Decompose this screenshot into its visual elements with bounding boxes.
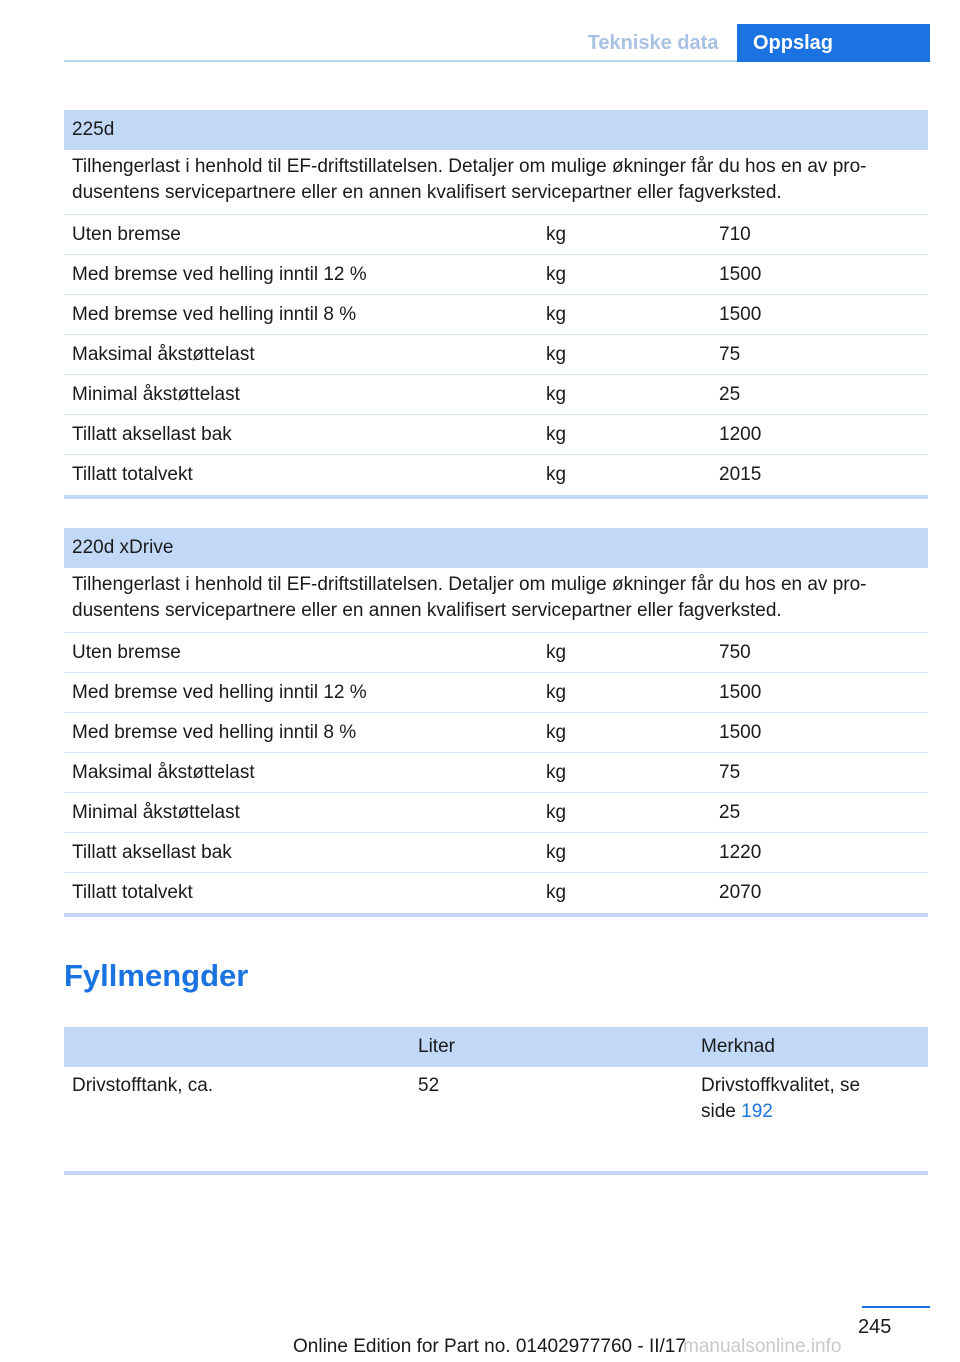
row-unit: kg	[546, 882, 567, 903]
table-bottom-rule	[64, 1171, 928, 1175]
row-value: 25	[719, 801, 741, 823]
row-item: Drivstofftank, ca.	[72, 1075, 214, 1096]
table-row	[64, 1067, 928, 1171]
row-label: Tillatt totalvekt	[72, 882, 193, 903]
note-text: Drivstoffkvalitet, se	[701, 1075, 861, 1096]
row-label: Minimal åkstøttelast	[72, 801, 240, 823]
table-row	[64, 255, 928, 295]
row-value: 1500	[719, 681, 762, 703]
row-unit: kg	[546, 343, 567, 365]
row-unit: kg	[546, 223, 567, 245]
tab-oppslag[interactable]: Oppslag	[737, 24, 930, 62]
watermark: manualsonline.info	[683, 1336, 842, 1357]
tab-tekniske-data[interactable]: Tekniske data	[587, 31, 719, 54]
note-ref	[701, 1099, 928, 1125]
table-row	[64, 873, 928, 913]
table-description: Tilhengerlast i henhold til EF-driftstillatelsen. Detaljer om mulige økninger får du hos en av pro-dusentens servicepartnere eller en annen kvalifisert servicepartner eller fagverksted.	[64, 568, 928, 633]
row-label: Med bremse ved helling inntil 8 %	[72, 303, 357, 325]
row-value: 750	[719, 641, 751, 663]
row-value: 1220	[719, 841, 762, 863]
header-merknad: Merknad	[701, 1036, 775, 1057]
row-label: Med bremse ved helling inntil 8 %	[72, 721, 357, 743]
row-label: Tillatt totalvekt	[72, 464, 193, 485]
row-unit: kg	[546, 761, 567, 783]
row-label: Maksimal åkstøttelast	[72, 761, 255, 783]
row-unit: kg	[546, 681, 567, 703]
table-row	[64, 633, 928, 673]
row-value: 1500	[719, 263, 762, 285]
row-value: 2070	[719, 882, 762, 903]
table-bottom-rule	[64, 495, 928, 499]
row-label: Uten bremse	[72, 223, 181, 245]
table-row	[64, 415, 928, 455]
row-value: 2015	[719, 464, 762, 485]
row-unit: kg	[546, 641, 567, 663]
row-label: Maksimal åkstøttelast	[72, 343, 255, 365]
table-row	[64, 833, 928, 873]
table-title: 220d xDrive	[64, 528, 928, 568]
table-row	[64, 455, 928, 495]
row-liter: 52	[418, 1075, 440, 1096]
section-title-fyllmengder: Fyllmengder	[64, 958, 249, 993]
table-row	[64, 673, 928, 713]
row-label: Med bremse ved helling inntil 12 %	[72, 263, 367, 285]
table-row	[64, 295, 928, 335]
table-220d-xdrive	[64, 528, 928, 917]
row-unit: kg	[546, 263, 567, 285]
row-value: 1200	[719, 423, 762, 445]
table-row	[64, 215, 928, 255]
row-value: 1500	[719, 303, 762, 325]
row-value: 25	[719, 383, 741, 405]
row-unit: kg	[546, 464, 567, 485]
note-prefix: side	[701, 1101, 736, 1122]
row-value: 75	[719, 761, 741, 783]
row-value: 710	[719, 223, 751, 245]
table-title: 225d	[64, 110, 928, 150]
row-unit: kg	[546, 841, 567, 863]
table-row	[64, 375, 928, 415]
row-label: Minimal åkstøttelast	[72, 383, 240, 405]
header-liter: Liter	[418, 1036, 455, 1057]
table-row	[64, 335, 928, 375]
table-225d	[64, 110, 928, 499]
row-unit: kg	[546, 721, 567, 743]
row-label: Tillatt aksellast bak	[72, 841, 232, 863]
table-description: Tilhengerlast i henhold til EF-driftstillatelsen. Detaljer om mulige økninger får du hos en av pro-dusentens servicepartnere eller en annen kvalifisert servicepartner eller fagverksted.	[64, 150, 928, 215]
row-label: Med bremse ved helling inntil 12 %	[72, 681, 367, 703]
table-header-row	[64, 1027, 928, 1067]
table-row	[64, 753, 928, 793]
row-unit: kg	[546, 383, 567, 405]
row-value: 1500	[719, 721, 762, 743]
row-value: 75	[719, 343, 741, 365]
row-label: Uten bremse	[72, 641, 181, 663]
row-unit: kg	[546, 423, 567, 445]
edition-text: Online Edition for Part no. 01402977760 - II/17	[293, 1336, 686, 1357]
footer-rule	[862, 1306, 930, 1308]
page-number: 245	[858, 1316, 892, 1338]
table-bottom-rule	[64, 913, 928, 917]
row-unit: kg	[546, 801, 567, 823]
row-label: Tillatt aksellast bak	[72, 423, 232, 445]
table-fyllmengder	[64, 1027, 928, 1175]
table-row	[64, 713, 928, 753]
row-note	[693, 1073, 928, 1125]
row-unit: kg	[546, 303, 567, 325]
table-row	[64, 793, 928, 833]
page-link[interactable]: 192	[741, 1101, 773, 1122]
